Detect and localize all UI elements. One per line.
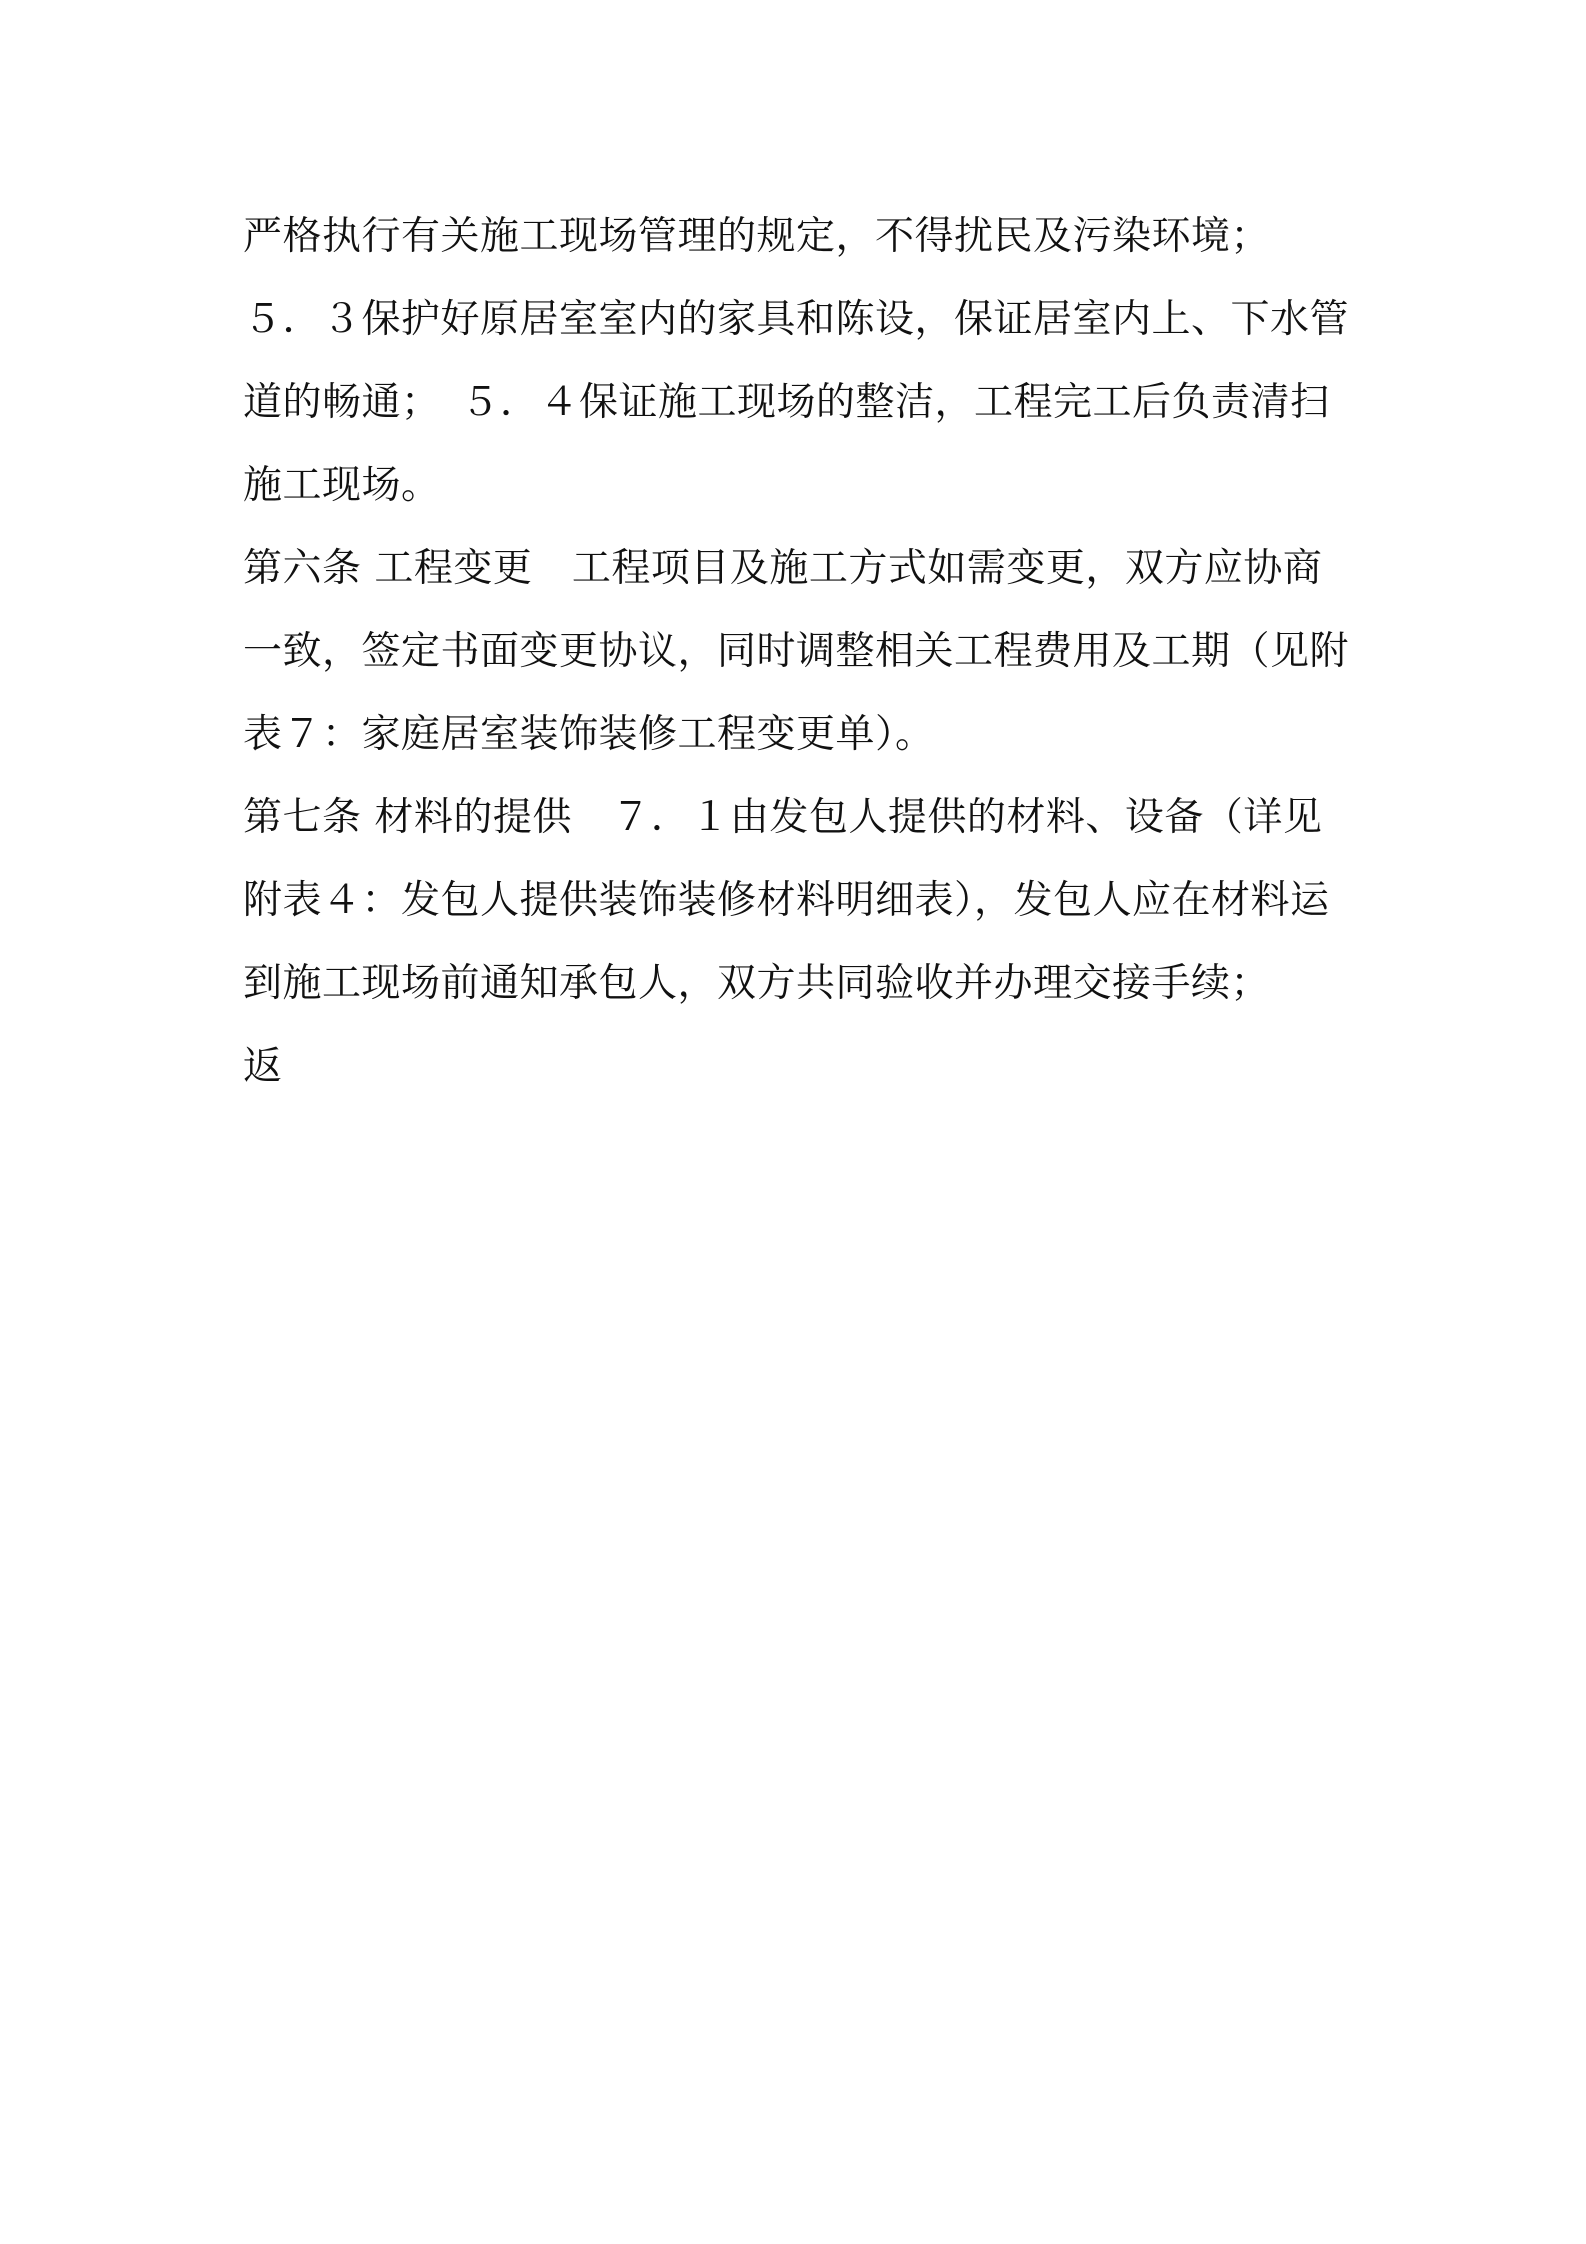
text-line-6: 一致，签定书面变更协议，同时调整相关工程费用及工期（见附 xyxy=(243,629,1350,674)
text-line-9: 附表４：发包人提供装饰装修材料明细表），发包人应在材料运 xyxy=(243,878,1330,923)
text-line-5: 第六条 工程变更 工程项目及施工方式如需变更，双方应协商 xyxy=(243,546,1323,591)
text-line-2: ５．３保护好原居室室内的家具和陈设，保证居室内上、下水管 xyxy=(243,297,1350,342)
text-line-7: 表７：家庭居室装饰装修工程变更单）。 xyxy=(243,712,935,757)
text-line-8: 第七条 材料的提供 ７．１由发包人提供的材料、设备（详见 xyxy=(243,795,1323,840)
body-text xyxy=(243,195,1363,1108)
text-line-11: 返 xyxy=(243,1044,283,1089)
text-line-3: 道的畅通； ５．４保证施工现场的整洁，工程完工后负责清扫 xyxy=(243,380,1330,425)
text-line-1: 严格执行有关施工现场管理的规定，不得扰民及污染环境； xyxy=(243,214,1271,259)
text-line-4: 施工现场。 xyxy=(243,463,441,508)
text-line-10: 到施工现场前通知承包人，双方共同验收并办理交接手续； xyxy=(243,961,1271,1006)
